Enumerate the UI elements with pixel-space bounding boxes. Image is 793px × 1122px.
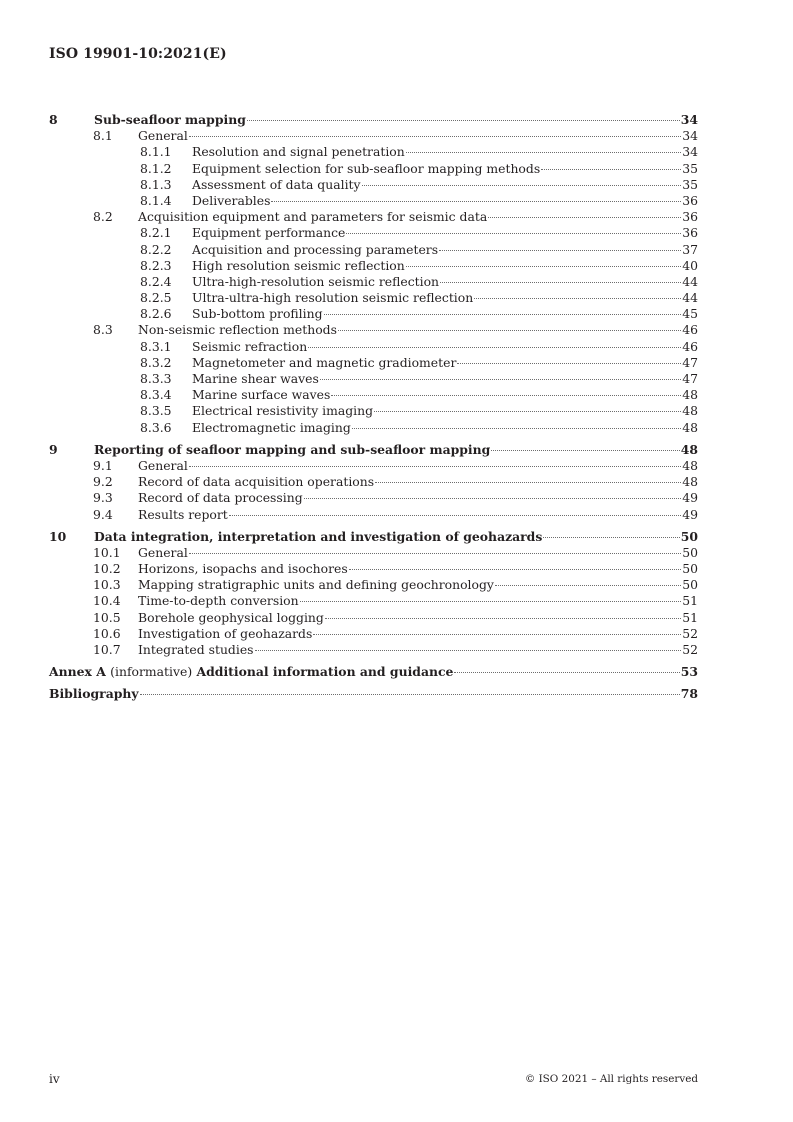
- toc-entry-number: 8.3.2: [140, 354, 172, 370]
- dot-leader: [255, 650, 682, 651]
- toc-section-9[interactable]: [49, 442, 698, 458]
- toc-entry-page: 78: [680, 686, 698, 702]
- toc-entry-number: 10.7: [93, 642, 121, 657]
- dot-leader: [488, 217, 681, 218]
- toc-entry-title: Record of data processing: [138, 490, 303, 506]
- toc-subsection[interactable]: [49, 642, 698, 658]
- toc-subsection[interactable]: [49, 322, 698, 338]
- toc-entry-title: Integrated studies: [138, 642, 254, 657]
- toc-entry-title: High resolution seismic reflection: [192, 257, 405, 273]
- toc-entry-number: 8.1: [93, 128, 113, 144]
- toc-section-8[interactable]: [49, 112, 698, 128]
- toc-subsubsection[interactable]: [49, 274, 698, 290]
- toc-entry-number: 8.2.1: [140, 225, 172, 241]
- dot-leader: [189, 136, 681, 137]
- toc-entry-number: 10.2: [93, 561, 121, 577]
- dot-leader: [495, 585, 681, 586]
- toc-subsubsection[interactable]: [49, 144, 698, 160]
- dot-leader: [374, 411, 681, 412]
- toc-entry-number: 8.1.3: [140, 176, 172, 192]
- toc-entry-title: General: [138, 544, 188, 560]
- toc-entry-page: 50: [680, 528, 698, 544]
- toc-entry-number: 8.1.2: [140, 160, 172, 176]
- dot-leader: [300, 601, 682, 602]
- dot-leader: [406, 266, 681, 267]
- toc-entry-title: Assessment of data quality: [192, 176, 361, 192]
- toc-entry-page: 48: [682, 474, 698, 490]
- toc-entry-number: 10.4: [93, 593, 121, 609]
- toc-entry-title: General: [138, 128, 188, 144]
- toc-entry-page: 47: [682, 371, 698, 386]
- toc-subsection[interactable]: [49, 610, 698, 626]
- toc-subsubsection[interactable]: [49, 161, 698, 177]
- toc-entry-number: 10.3: [93, 577, 121, 593]
- toc-entry-number: 9: [49, 441, 58, 457]
- toc-entry-title: Acquisition equipment and parameters for seismic data: [138, 209, 488, 225]
- toc-subsubsection[interactable]: [49, 371, 698, 387]
- toc-entry-title: Seismic refraction: [192, 338, 308, 354]
- toc-entry-page: 48: [682, 457, 698, 473]
- toc-subsection[interactable]: [49, 474, 698, 490]
- toc-entry-page: 51: [682, 593, 698, 609]
- toc-subsection[interactable]: [49, 128, 698, 144]
- toc-entry-title: Marine shear waves: [192, 371, 319, 386]
- toc-entry-page: 36: [682, 209, 698, 225]
- toc-annex-a[interactable]: [49, 664, 698, 680]
- toc-subsubsection[interactable]: [49, 387, 698, 403]
- toc-subsection[interactable]: [49, 593, 698, 609]
- toc-entry-title: Resolution and signal penetration: [192, 144, 405, 160]
- toc-entry-page: 50: [682, 561, 698, 577]
- toc-subsubsection[interactable]: [49, 193, 698, 209]
- toc-entry-title: Data integration, interpretation and investigation of geohazards: [94, 528, 543, 544]
- dot-leader: [543, 537, 679, 538]
- toc-entry-number: 8.2.6: [140, 306, 172, 322]
- toc-entry-page: 34: [680, 112, 698, 127]
- toc-entry-title: Marine surface waves: [192, 387, 331, 403]
- toc-subsection[interactable]: [49, 209, 698, 225]
- toc-entry-page: 48: [680, 441, 698, 457]
- toc-subsection[interactable]: [49, 507, 698, 523]
- dot-leader: [440, 282, 681, 283]
- toc-entry-title: Acquisition and processing parameters: [192, 241, 439, 257]
- toc-entry-number: 8.3.4: [140, 387, 172, 403]
- toc-entry-title: Electromagnetic imaging: [192, 419, 351, 435]
- toc-entry-title: Sub-seafloor mapping: [94, 112, 246, 127]
- toc-entry-number: 8.3.1: [140, 338, 172, 354]
- toc-entry-number: 8.2.3: [140, 257, 172, 273]
- toc-entry-title: Mapping stratigraphic units and defining geochronology: [138, 577, 494, 593]
- dot-leader: [331, 395, 681, 396]
- dot-leader: [324, 314, 682, 315]
- toc-subsubsection[interactable]: [49, 403, 698, 419]
- toc-entry-title: Equipment performance: [192, 225, 346, 241]
- toc-entry-number: 9.3: [93, 490, 113, 506]
- toc-subsubsection[interactable]: [49, 225, 698, 241]
- toc-entry-title: Ultra-ultra-high resolution seismic reflection: [192, 290, 474, 306]
- toc-subsection[interactable]: [49, 561, 698, 577]
- dot-leader: [320, 379, 681, 380]
- toc-entry-page: 51: [682, 609, 698, 625]
- toc-entry-number: 9.1: [93, 457, 113, 473]
- toc-entry-number: 8.3.5: [140, 403, 172, 419]
- toc-entry-title: Bibliography: [49, 686, 139, 702]
- toc-subsection[interactable]: [49, 626, 698, 642]
- toc-entry-number: 8.2.2: [140, 241, 172, 257]
- toc-entry-page: 36: [682, 192, 698, 208]
- toc-entry-title: Record of data acquisition operations: [138, 474, 375, 490]
- toc-entry-number: 9.2: [93, 474, 113, 490]
- toc-entry-number: 8.3: [93, 322, 113, 338]
- toc-entry-title: Reporting of seafloor mapping and sub-seafloor mapping: [94, 441, 491, 457]
- dot-leader: [439, 250, 681, 251]
- toc-entry-number: 8.2: [93, 209, 113, 225]
- toc-entry-page: 44: [682, 290, 698, 306]
- toc-entry-number: 8.2.4: [140, 273, 172, 289]
- dot-leader: [457, 363, 681, 364]
- toc-entry-title: Horizons, isopachs and isochores: [138, 561, 348, 577]
- toc-entry-title: Non-seismic reflection methods: [138, 322, 337, 338]
- toc-section-10[interactable]: [49, 529, 698, 545]
- toc-subsubsection[interactable]: [49, 420, 698, 436]
- dot-leader: [491, 450, 679, 451]
- toc-entry-title: General: [138, 457, 188, 473]
- dot-leader: [304, 498, 682, 499]
- toc-entry-title: Time-to-depth conversion: [138, 593, 299, 609]
- dot-leader: [325, 618, 681, 619]
- dot-leader: [189, 466, 681, 467]
- toc-entry-title: Ultra-high-resolution seismic reflection: [192, 273, 440, 289]
- toc-subsubsection[interactable]: [49, 242, 698, 258]
- toc-entry-page: 40: [682, 257, 698, 273]
- dot-leader: [189, 553, 681, 554]
- toc-entry-number: 10.5: [93, 609, 121, 625]
- dot-leader: [406, 152, 681, 153]
- toc-entry-title: [49, 664, 453, 680]
- toc-entry-page: 50: [682, 577, 698, 593]
- toc-entry-page: 35: [682, 160, 698, 176]
- toc-subsubsection[interactable]: [49, 258, 698, 274]
- dot-leader: [346, 233, 681, 234]
- dot-leader: [375, 482, 681, 483]
- toc-entry-page: 52: [682, 642, 698, 657]
- toc-subsubsection[interactable]: [49, 290, 698, 306]
- dot-leader: [541, 169, 681, 170]
- dot-leader: [271, 201, 681, 202]
- toc-subsubsection[interactable]: [49, 339, 698, 355]
- toc-entry-page: 46: [682, 338, 698, 354]
- toc-entry-page: 49: [682, 490, 698, 506]
- annex-title: Additional information and guidance: [196, 664, 454, 680]
- toc-entry-title: Sub-bottom profiling: [192, 306, 323, 322]
- document-id-header: ISO 19901-10:2021(E): [49, 46, 227, 62]
- dot-leader: [308, 347, 681, 348]
- toc-entry-number: 8: [49, 112, 58, 127]
- toc-subsection[interactable]: [49, 458, 698, 474]
- toc-entry-title: Investigation of geohazards: [138, 625, 313, 641]
- toc-entry-page: 50: [682, 544, 698, 560]
- toc-entry-title: Equipment selection for sub-seafloor mapping methods: [192, 160, 541, 176]
- toc-entry-title: Magnetometer and magnetic gradiometer: [192, 354, 457, 370]
- toc-entry-page: 48: [682, 387, 698, 403]
- toc-entry-page: 35: [682, 176, 698, 192]
- dot-leader: [352, 428, 681, 429]
- toc-entry-title: Deliverables: [192, 192, 271, 208]
- toc-entry-number: 9.4: [93, 506, 113, 522]
- table-of-contents: [49, 112, 698, 703]
- toc-subsubsection[interactable]: [49, 355, 698, 371]
- dot-leader: [474, 298, 681, 299]
- dot-leader: [140, 694, 680, 695]
- toc-entry-page: 44: [682, 273, 698, 289]
- annex-label: Annex A: [49, 664, 106, 680]
- dot-leader: [313, 634, 681, 635]
- toc-entry-page: 34: [682, 144, 698, 160]
- toc-entry-page: 34: [682, 128, 698, 144]
- toc-entry-page: 36: [682, 225, 698, 241]
- toc-entry-page: 48: [682, 403, 698, 419]
- toc-entry-page: 47: [682, 354, 698, 370]
- toc-entry-number: 10.1: [93, 544, 121, 560]
- dot-leader: [454, 672, 679, 673]
- toc-entry-page: 48: [682, 419, 698, 435]
- toc-subsubsection[interactable]: [49, 306, 698, 322]
- toc-bibliography[interactable]: [49, 686, 698, 702]
- toc-entry-title: Electrical resistivity imaging: [192, 403, 374, 419]
- toc-entry-number: 8.3.6: [140, 419, 172, 435]
- dot-leader: [247, 120, 680, 121]
- annex-qualifier: (informative): [110, 664, 193, 680]
- dot-leader: [338, 330, 681, 331]
- toc-entry-page: 46: [682, 322, 698, 338]
- toc-entry-number: 8.2.5: [140, 290, 172, 306]
- toc-entry-page: 49: [682, 506, 698, 522]
- dot-leader: [362, 185, 682, 186]
- toc-entry-page: 37: [682, 241, 698, 257]
- toc-subsection[interactable]: [49, 490, 698, 506]
- toc-entry-page: 45: [682, 306, 698, 322]
- toc-entry-title: Results report: [138, 506, 228, 522]
- toc-entry-number: 8.3.3: [140, 371, 172, 386]
- toc-subsection[interactable]: [49, 577, 698, 593]
- toc-subsection[interactable]: [49, 545, 698, 561]
- toc-entry-title: Borehole geophysical logging: [138, 609, 324, 625]
- toc-entry-number: 10: [49, 528, 67, 544]
- dot-leader: [349, 569, 682, 570]
- toc-entry-page: 52: [682, 625, 698, 641]
- dot-leader: [229, 515, 681, 516]
- copyright-notice: © ISO 2021 – All rights reserved: [524, 1073, 698, 1085]
- toc-entry-number: 8.1.4: [140, 192, 172, 208]
- toc-entry-number: 10.6: [93, 625, 121, 641]
- page-number: iv: [49, 1072, 60, 1086]
- toc-entry-page: 53: [680, 664, 698, 680]
- toc-subsubsection[interactable]: [49, 177, 698, 193]
- toc-entry-number: 8.1.1: [140, 144, 172, 160]
